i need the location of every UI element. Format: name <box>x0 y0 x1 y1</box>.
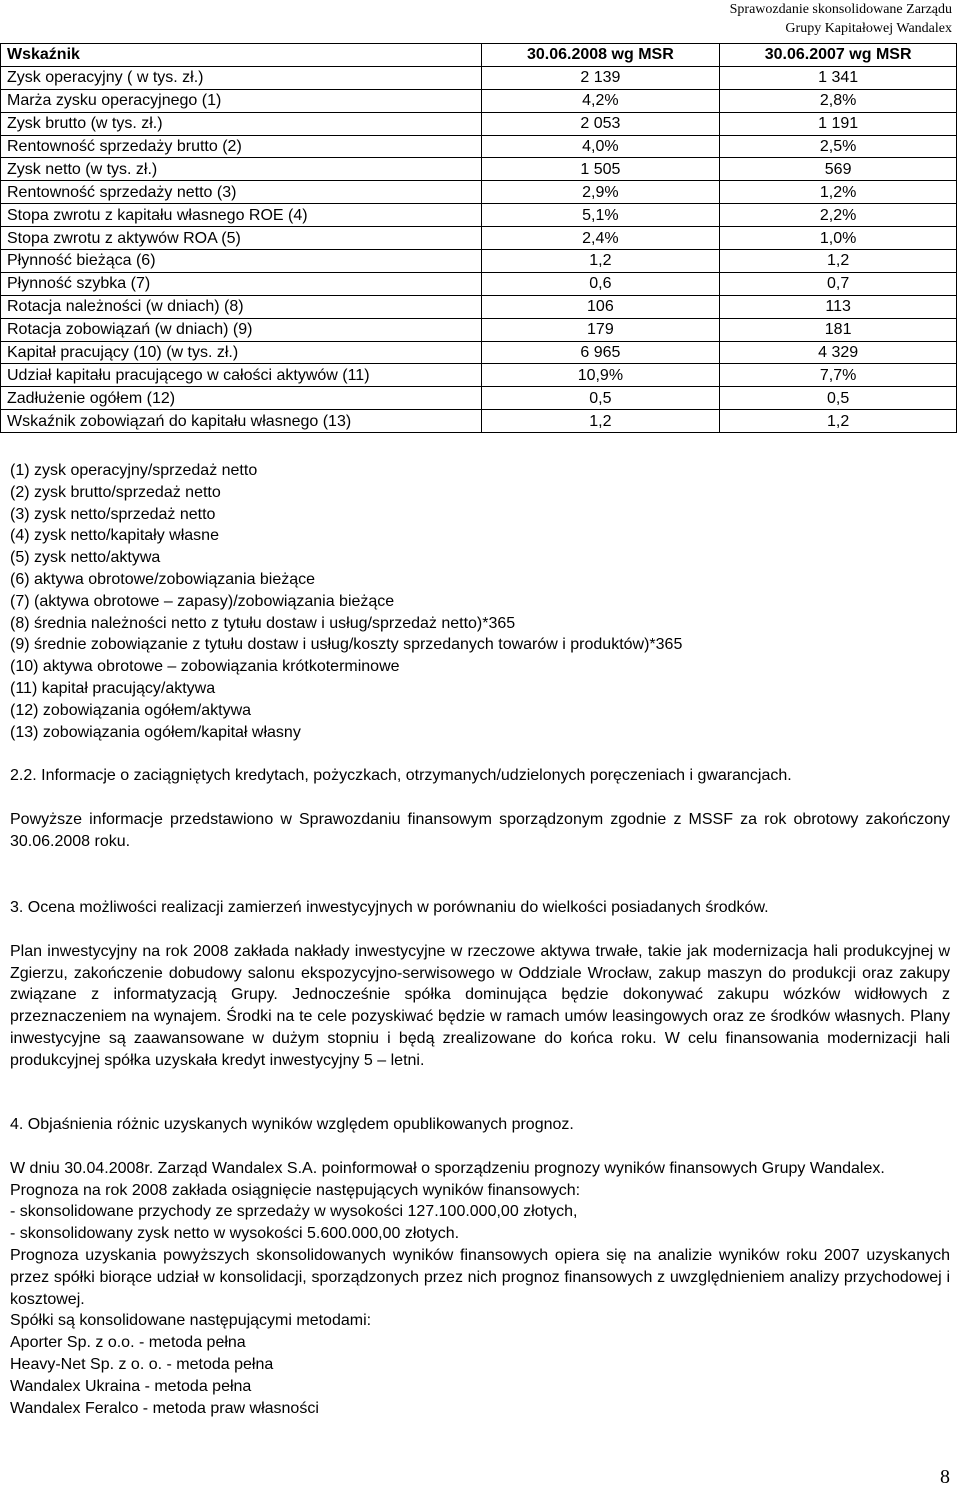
value-2007-cell: 1 191 <box>720 112 957 135</box>
consolidation-method-item: Aporter Sp. z o.o. - metoda pełna <box>10 1334 246 1352</box>
value-2008-cell: 0,6 <box>481 272 720 295</box>
footnote-item: (3) zysk netto/sprzedaż netto <box>10 505 216 523</box>
section-2-2 <box>10 765 950 852</box>
table-header-row <box>1 44 957 67</box>
section-2-2-paragraph: Powyższe informacje przedstawiono w Sprawozdaniu finansowym sporządzonym zgodnie z MSSF za rok obrotowy zakończony 30.06.2008 roku. <box>10 810 950 850</box>
value-2008-cell: 106 <box>481 295 720 318</box>
indicator-name-cell: Udział kapitału pracującego w całości aktywów (11) <box>1 364 482 387</box>
value-2007-cell: 1,2 <box>720 250 957 273</box>
value-2007-cell: 1,2% <box>720 181 957 204</box>
section-2-2-heading: 2.2. Informacje o zaciągniętych kredytach, pożyczkach, otrzymanych/udzielonych poręczeniach i gwarancjach. <box>10 767 792 784</box>
forecast-line: Prognoza na rok 2008 zakłada osiągnięcie następujących wyników finansowych: <box>10 1181 581 1199</box>
table-row <box>1 66 957 89</box>
value-2007-cell: 1 341 <box>720 66 957 89</box>
consolidation-methods-intro: Spółki są konsolidowane następującymi metodami: <box>10 1312 372 1330</box>
indicator-name-cell: Zysk operacyjny ( w tys. zł.) <box>1 66 482 89</box>
indicator-name-cell: Stopa zwrotu z aktywów ROA (5) <box>1 227 482 250</box>
footnote-item: (7) (aktywa obrotowe – zapasy)/zobowiązania bieżące <box>10 592 395 610</box>
document-header <box>730 0 952 38</box>
header-indicator: Wskaźnik <box>1 44 482 67</box>
indicator-name-cell: Kapitał pracujący (10) (w tys. zł.) <box>1 341 482 364</box>
value-2007-cell: 181 <box>720 318 957 341</box>
indicator-name-cell: Zysk brutto (w tys. zł.) <box>1 112 482 135</box>
value-2008-cell: 2,4% <box>481 227 720 250</box>
value-2008-cell: 1,2 <box>481 410 720 433</box>
value-2008-cell: 2 139 <box>481 66 720 89</box>
value-2008-cell: 179 <box>481 318 720 341</box>
value-2008-cell: 10,9% <box>481 364 720 387</box>
table-row <box>1 112 957 135</box>
table-row <box>1 89 957 112</box>
footnotes-list <box>10 460 682 743</box>
value-2007-cell: 2,2% <box>720 204 957 227</box>
value-2008-cell: 2,9% <box>481 181 720 204</box>
page-number: 8 <box>940 1466 950 1488</box>
value-2007-cell: 4 329 <box>720 341 957 364</box>
forecast-line: - skonsolidowane przychody ze sprzedaży w wysokości 127.100.000,00 złotych, <box>10 1203 578 1221</box>
table-row <box>1 341 957 364</box>
table-row <box>1 318 957 341</box>
indicator-name-cell: Rotacja zobowiązań (w dniach) (9) <box>1 318 482 341</box>
table-row <box>1 272 957 295</box>
table-row <box>1 387 957 410</box>
table-row <box>1 204 957 227</box>
consolidation-method-item: Wandalex Ukraina - metoda pełna <box>10 1377 252 1395</box>
consolidation-method-item: Wandalex Feralco - metoda praw własności <box>10 1399 319 1417</box>
value-2008-cell: 2 053 <box>481 112 720 135</box>
header-2007: 30.06.2007 wg MSR <box>720 44 957 67</box>
table-row <box>1 135 957 158</box>
table-row <box>1 250 957 273</box>
footnote-item: (11) kapitał pracujący/aktywa <box>10 679 216 697</box>
table-row <box>1 181 957 204</box>
section-3-heading: 3. Ocena możliwości realizacji zamierzeń inwestycyjnych w porównaniu do wielkości posiadanych środków. <box>10 899 769 916</box>
section-4 <box>10 1114 950 1419</box>
footnote-item: (2) zysk brutto/sprzedaż netto <box>10 483 221 501</box>
value-2008-cell: 4,2% <box>481 89 720 112</box>
footnote-item: (8) średnia należności netto z tytułu dostaw i usług/sprzedaż netto)*365 <box>10 614 516 632</box>
table-row <box>1 410 957 433</box>
value-2007-cell: 7,7% <box>720 364 957 387</box>
value-2007-cell: 113 <box>720 295 957 318</box>
indicator-name-cell: Płynność szybka (7) <box>1 272 482 295</box>
value-2007-cell: 1,2 <box>720 410 957 433</box>
section-4-paragraph-2: Prognoza uzyskania powyższych skonsolidowanych wyników finansowych opiera się na analizie wyników roku 2007 uzyskanych przez spółki biorące udział w konsolidacji, sporządzonych przez nich prognoz finansowych z uwzględnieniem analizy przychodowej i kosztowej. <box>10 1246 950 1308</box>
indicator-name-cell: Rentowność sprzedaży brutto (2) <box>1 135 482 158</box>
forecast-line: - skonsolidowany zysk netto w wysokości 5.600.000,00 złotych. <box>10 1225 460 1243</box>
table-row <box>1 158 957 181</box>
table-row <box>1 295 957 318</box>
value-2008-cell: 4,0% <box>481 135 720 158</box>
value-2008-cell: 1,2 <box>481 250 720 273</box>
value-2007-cell: 0,7 <box>720 272 957 295</box>
table-body <box>1 66 957 432</box>
indicator-name-cell: Płynność bieżąca (6) <box>1 250 482 273</box>
value-2007-cell: 569 <box>720 158 957 181</box>
footnote-item: (12) zobowiązania ogółem/aktywa <box>10 701 252 719</box>
footnote-item: (9) średnie zobowiązanie z tytułu dostaw i usług/koszty sprzedanych towarów i produktów)*365 <box>10 636 683 654</box>
footnote-item: (13) zobowiązania ogółem/kapitał własny <box>10 723 301 741</box>
section-3-paragraph: Plan inwestycyjny na rok 2008 zakłada nakłady inwestycyjne w rzeczowe aktywa trwałe, takie jak modernizacja hali produkcyjnej w Zgierzu, zakończenie dobudowy salonu ekspozycyjno-serwisowego w Oddziale Wrocław, zakup maszyn do produkcji oraz zakupy związane z informatyzacją Grupy. Jednocześnie spółka dominująca będzie dokonywać zakupu wózków widłowych z przeznaczeniem na wynajem. Środki na te cele pozyskiwać będzie w ramach umów leasingowych oraz ze środków własnych. Plany inwestycyjne są zaawansowane w dużym stopniu i będą zrealizowane do końca roku. W celu finansowania modernizacji hali produkcyjnej spółka uzyskała kredyt inwestycyjny 5 – letni. <box>10 942 950 1069</box>
value-2008-cell: 1 505 <box>481 158 720 181</box>
indicator-name-cell: Wskaźnik zobowiązań do kapitału własnego (13) <box>1 410 482 433</box>
indicator-name-cell: Marża zysku operacyjnego (1) <box>1 89 482 112</box>
table-row <box>1 227 957 250</box>
footnote-item: (1) zysk operacyjny/sprzedaż netto <box>10 462 258 479</box>
indicator-name-cell: Rotacja należności (w dniach) (8) <box>1 295 482 318</box>
indicator-name-cell: Stopa zwrotu z kapitału własnego ROE (4) <box>1 204 482 227</box>
value-2007-cell: 1,0% <box>720 227 957 250</box>
value-2008-cell: 5,1% <box>481 204 720 227</box>
header-line-2: Grupy Kapitałowej Wandalex <box>785 21 952 36</box>
header-2008: 30.06.2008 wg MSR <box>481 44 720 67</box>
footnote-item: (4) zysk netto/kapitały własne <box>10 527 219 545</box>
section-4-heading: 4. Objaśnienia różnic uzyskanych wyników względem opublikowanych prognoz. <box>10 1116 574 1133</box>
value-2008-cell: 6 965 <box>481 341 720 364</box>
section-3 <box>10 897 950 1072</box>
indicator-name-cell: Rentowność sprzedaży netto (3) <box>1 181 482 204</box>
table-row <box>1 364 957 387</box>
indicators-table <box>0 43 957 433</box>
value-2007-cell: 0,5 <box>720 387 957 410</box>
value-2007-cell: 2,5% <box>720 135 957 158</box>
footnote-item: (5) zysk netto/aktywa <box>10 549 161 567</box>
value-2007-cell: 2,8% <box>720 89 957 112</box>
indicator-name-cell: Zysk netto (w tys. zł.) <box>1 158 482 181</box>
section-4-paragraph-1: W dniu 30.04.2008r. Zarząd Wandalex S.A. poinformował o sporządzeniu prognozy wyników finansowych Grupy Wandalex. <box>10 1159 885 1177</box>
footnote-item: (6) aktywa obrotowe/zobowiązania bieżące <box>10 570 316 588</box>
indicator-name-cell: Zadłużenie ogółem (12) <box>1 387 482 410</box>
footnote-item: (10) aktywa obrotowe – zobowiązania krótkoterminowe <box>10 658 400 676</box>
value-2008-cell: 0,5 <box>481 387 720 410</box>
consolidation-method-item: Heavy-Net Sp. z o. o. - metoda pełna <box>10 1355 274 1373</box>
header-line-1: Sprawozdanie skonsolidowane Zarządu <box>729 2 952 17</box>
